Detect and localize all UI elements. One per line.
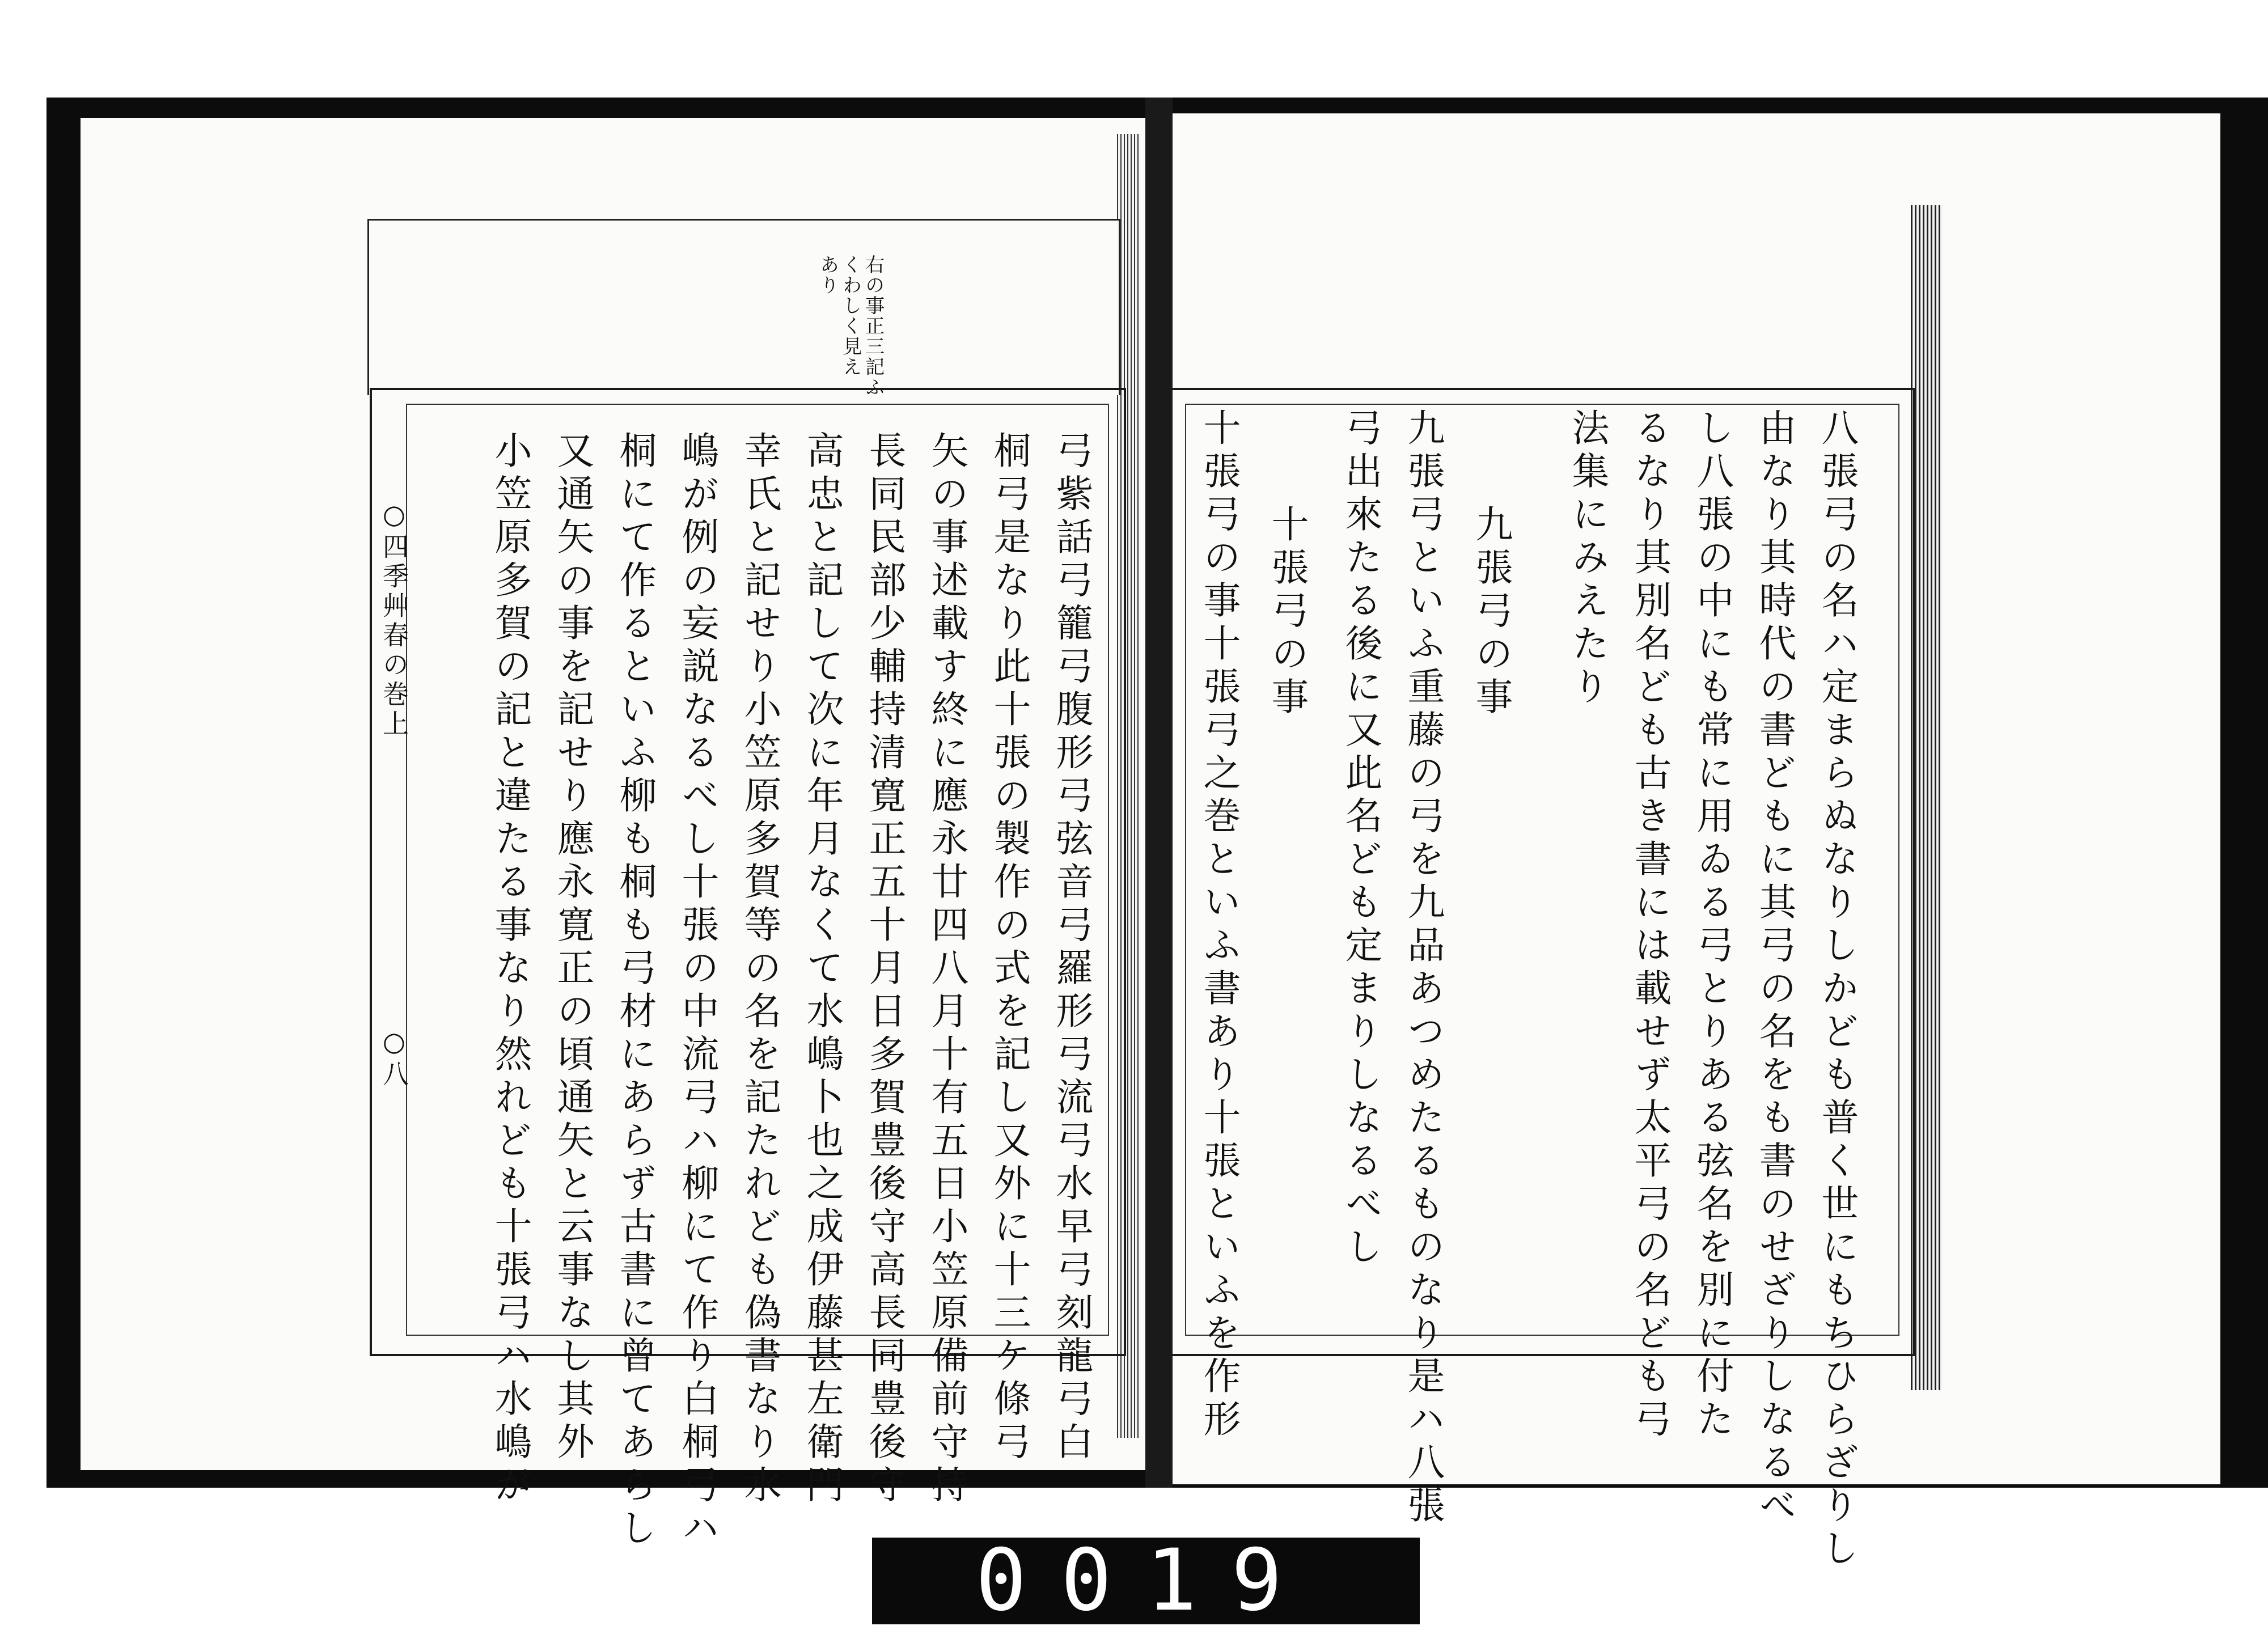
text-column: 又通矢の事を記せり應永寛正の頃通矢と云事なし其外 — [551, 431, 594, 1465]
text-column: 幸氏と記せり小笠原多賀等の名を記たれども偽書なり水 — [738, 431, 781, 1508]
running-header: ○四季艸春の巻上 — [379, 499, 409, 739]
text-column: 由なり其時代の書どもに其弓の名をも書のせざりしなるべ — [1753, 408, 1796, 1529]
text-column: るなり其別名ども古き書には載せず太平弓の名ども弓 — [1628, 408, 1672, 1442]
text-column: し八張の中にも常に用ゐる弓とりある弦名を別に付た — [1690, 408, 1734, 1442]
text-column: 桐弓是なり此十張の製作の式を記し又外に十三ケ條弓 — [987, 431, 1031, 1465]
text-column: 弓出來たる後に又此名ども定まりしなるべし — [1339, 408, 1382, 1270]
text-column: 十張弓の事十張弓之巻といふ書あり十張といふを作形 — [1197, 408, 1241, 1442]
margin-note-line: あり — [816, 255, 839, 295]
text-column: 桐にて作るといふ柳も桐も弓材にあらず古書に曾てあらし — [613, 431, 657, 1551]
text-column: 長同民部少輔持清寛正五十月日多賀豊後守高長同豊後守 — [862, 431, 906, 1508]
text-column: 八張弓の名ハ定まらぬなりしかども普く世にもちひらざりし — [1815, 408, 1859, 1572]
text-column: 高忠と記して次に年月なくて水嶋卜也之成伊藤甚左衛門 — [800, 431, 844, 1508]
page-number: ○八 — [379, 1026, 409, 1090]
text-column: 小笠原多賀の記と違たる事なり然れども十張弓ハ水嶋が — [488, 431, 532, 1508]
right-page-edge — [1911, 205, 1943, 1390]
section-heading: 十張弓の事 — [1265, 505, 1309, 720]
text-column: 九張弓といふ重藤の弓を九品あつめたるものなり是ハ八張 — [1401, 408, 1445, 1529]
frame-number-stamp: 0019 — [872, 1538, 1420, 1624]
section-heading: 九張弓の事 — [1469, 505, 1513, 720]
book-gutter — [1145, 98, 1173, 1488]
text-column: 嶋が例の妄説なるべし十張の中流弓ハ柳にて作り白桐弓ハ — [675, 431, 719, 1551]
margin-note-line: 右の事正三記ふ — [861, 255, 885, 397]
margin-note-line: くわしく見え — [839, 255, 862, 377]
upper-margin-box — [367, 219, 1120, 395]
text-column: 矢の事述載す終に應永廿四八月十有五日小笠原備前守持 — [925, 431, 968, 1508]
text-column: 法集にみえたり — [1565, 408, 1609, 710]
text-column: 弓紫話弓籠弓腹形弓弦音弓羅形弓流弓水早弓刻龍弓白 — [1050, 431, 1093, 1465]
